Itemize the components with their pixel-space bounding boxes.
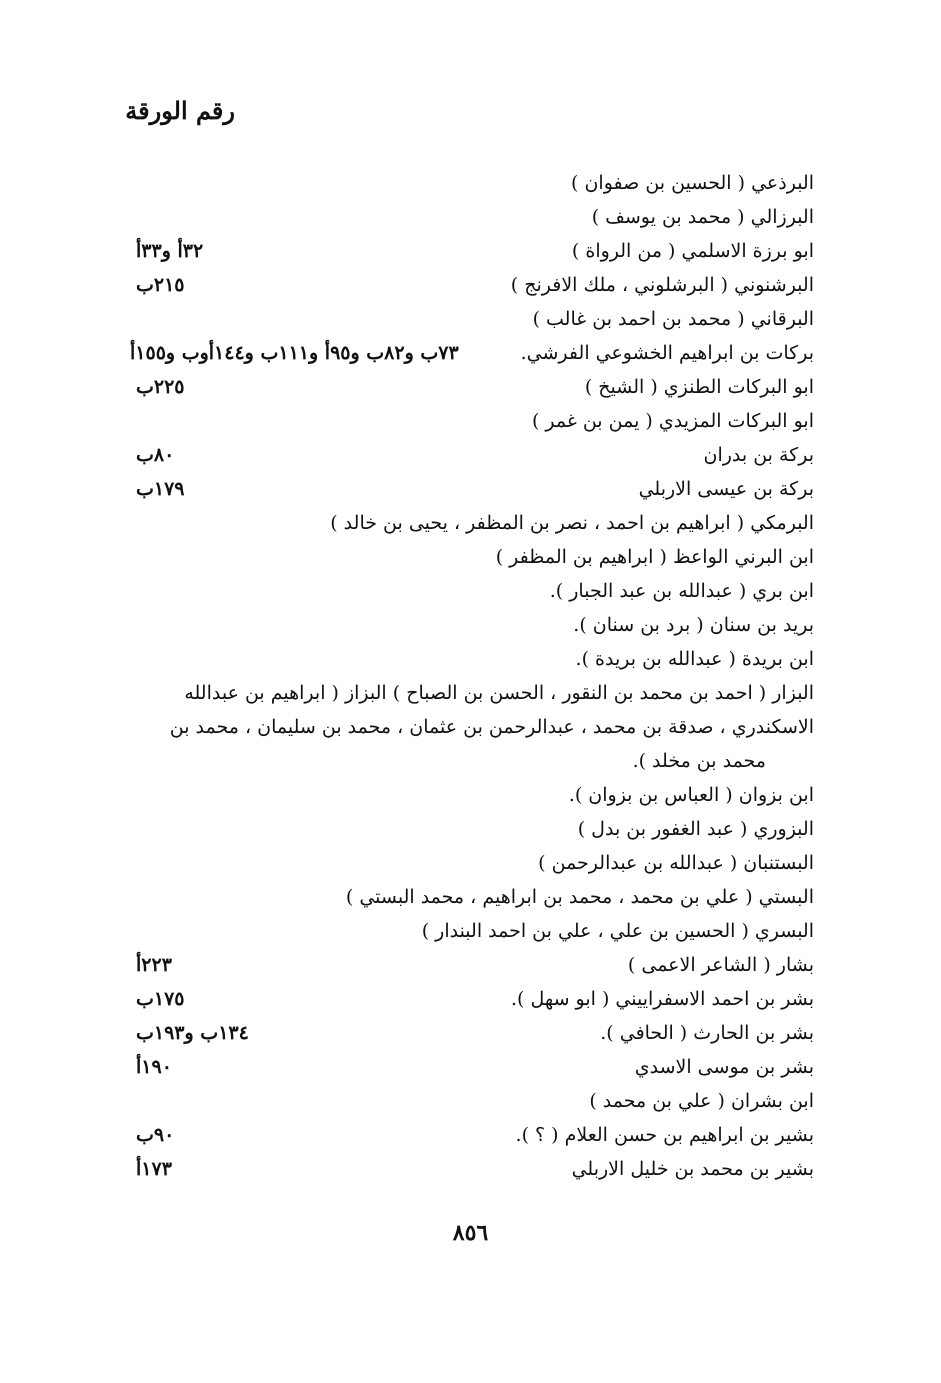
entry-folio-ref: ٣٢أ و٣٣أ (136, 240, 204, 262)
entry-folio-ref: ٢١٥ب (136, 274, 185, 296)
entry-name: بشر بن احمد الاسفراييني ( ابو سهل ). (510, 988, 814, 1010)
entry-folio-ref: ١٧٩ب (136, 478, 185, 500)
index-entry (130, 1084, 814, 1118)
entry-name: بركة بن عيسى الاربلي (638, 478, 814, 500)
index-entry (130, 574, 814, 608)
entry-name: ابن بزوان ( العباس بن بزوان ). (568, 784, 814, 806)
index-entry (130, 506, 814, 540)
entry-name: البستنبان ( عبدالله بن عبدالرحمن ) (538, 852, 814, 874)
index-entry (130, 268, 814, 302)
entry-name: ابو البركات المزيدي ( يمن بن غمر ) (531, 410, 814, 432)
entry-name: بشير بن ابراهيم بن حسن العلام ( ؟ ). (515, 1124, 814, 1146)
entry-folio-ref: ٢٢٥ب (136, 376, 185, 398)
index-entry (130, 982, 814, 1016)
entry-name: بركة بن بدران (703, 444, 814, 466)
entry-name-line-1: البزار ( احمد بن محمد بن النقور ، الحسن بن الصباح ) البزاز ( ابراهيم بن عبدالله (184, 682, 814, 704)
page-number: ٨٥٦ (452, 1220, 489, 1246)
entry-name: بركات بن ابراهيم الخشوعي الفرشي. (520, 342, 814, 364)
entry-name: بريد بن سنان ( برد بن سنان ). (573, 614, 814, 636)
index-entry (130, 812, 814, 846)
entry-name: البستي ( علي بن محمد ، محمد بن ابراهيم ، محمد البستي ) (345, 886, 814, 908)
entry-name: البرشنوني ( البرشلوني ، ملك الافرنج ) (510, 274, 814, 296)
entry-name: ابو برزة الاسلمي ( من الرواة ) (571, 240, 814, 262)
index-entry (130, 948, 814, 982)
entry-name: ابن بشران ( علي بن محمد ) (589, 1090, 814, 1112)
index-entry (130, 1050, 814, 1084)
index-entry (130, 642, 814, 676)
entry-folio-ref: ١٩٠أ (136, 1056, 172, 1078)
entry-folio-ref: ٧٣ب و٨٢ب و٩٥أ و١١١ب و١٤٤أوب و١٥٥أ (130, 342, 459, 364)
entry-folio-ref: ٩٠ب (136, 1124, 175, 1146)
index-entry (130, 846, 814, 880)
index-entry (130, 1152, 814, 1186)
index-entries-list (130, 166, 814, 1186)
entry-name: ابن بري ( عبدالله بن عبد الجبار ). (549, 580, 814, 602)
page-header-title: رقم الورقة (125, 96, 235, 125)
entry-name: ابن البرني الواعظ ( ابراهيم بن المظفر ) (495, 546, 814, 568)
entry-folio-ref: ١٣٤ب و١٩٣ب (136, 1022, 249, 1044)
entry-name: البزوري ( عبد الغفور بن بدل ) (577, 818, 814, 840)
index-entry (130, 880, 814, 914)
entry-name: بشار ( الشاعر الاعمى ) (627, 954, 814, 976)
index-entry (130, 1016, 814, 1050)
index-entry (130, 608, 814, 642)
index-entry (130, 438, 814, 472)
index-entry (130, 404, 814, 438)
entry-folio-ref: ١٧٣أ (136, 1158, 172, 1180)
index-entry (130, 234, 814, 268)
index-entry (130, 540, 814, 574)
entry-name: البسري ( الحسين بن علي ، علي بن احمد البندار ) (421, 920, 814, 942)
index-entry (130, 200, 814, 234)
entry-name: بشير بن محمد بن خليل الاربلي (571, 1158, 814, 1180)
index-entry (130, 302, 814, 336)
index-entry (130, 778, 814, 812)
entry-name-line-3: محمد بن مخلد ). (632, 750, 766, 772)
entry-folio-ref: ٢٢٣أ (136, 954, 172, 976)
index-entry (130, 472, 814, 506)
entry-folio-ref: ٨٠ب (136, 444, 175, 466)
index-entry (130, 1118, 814, 1152)
index-entry (130, 914, 814, 948)
entry-name: بشر بن موسى الاسدي (634, 1056, 814, 1078)
index-entry (130, 166, 814, 200)
entry-name: البرزالي ( محمد بن يوسف ) (591, 206, 814, 228)
entry-name: ابن بريدة ( عبدالله بن بريدة ). (575, 648, 814, 670)
entry-folio-ref: ١٧٥ب (136, 988, 185, 1010)
entry-name: البرذعي ( الحسين بن صفوان ) (571, 172, 814, 194)
entry-name-line-2: الاسكندري ، صدقة بن محمد ، عبدالرحمن بن عثمان ، محمد بن سليمان ، محمد بن (169, 716, 814, 738)
entry-name: البرمكي ( ابراهيم بن احمد ، نصر بن المظفر ، يحيى بن خالد ) (330, 512, 814, 534)
index-entry-multiline (130, 676, 814, 778)
index-entry (130, 336, 814, 370)
index-entry (130, 370, 814, 404)
entry-name: ابو البركات الطنزي ( الشيخ ) (584, 376, 814, 398)
entry-name: البرقاني ( محمد بن احمد بن غالب ) (532, 308, 814, 330)
entry-name: بشر بن الحارث ( الحافي ). (600, 1022, 814, 1044)
